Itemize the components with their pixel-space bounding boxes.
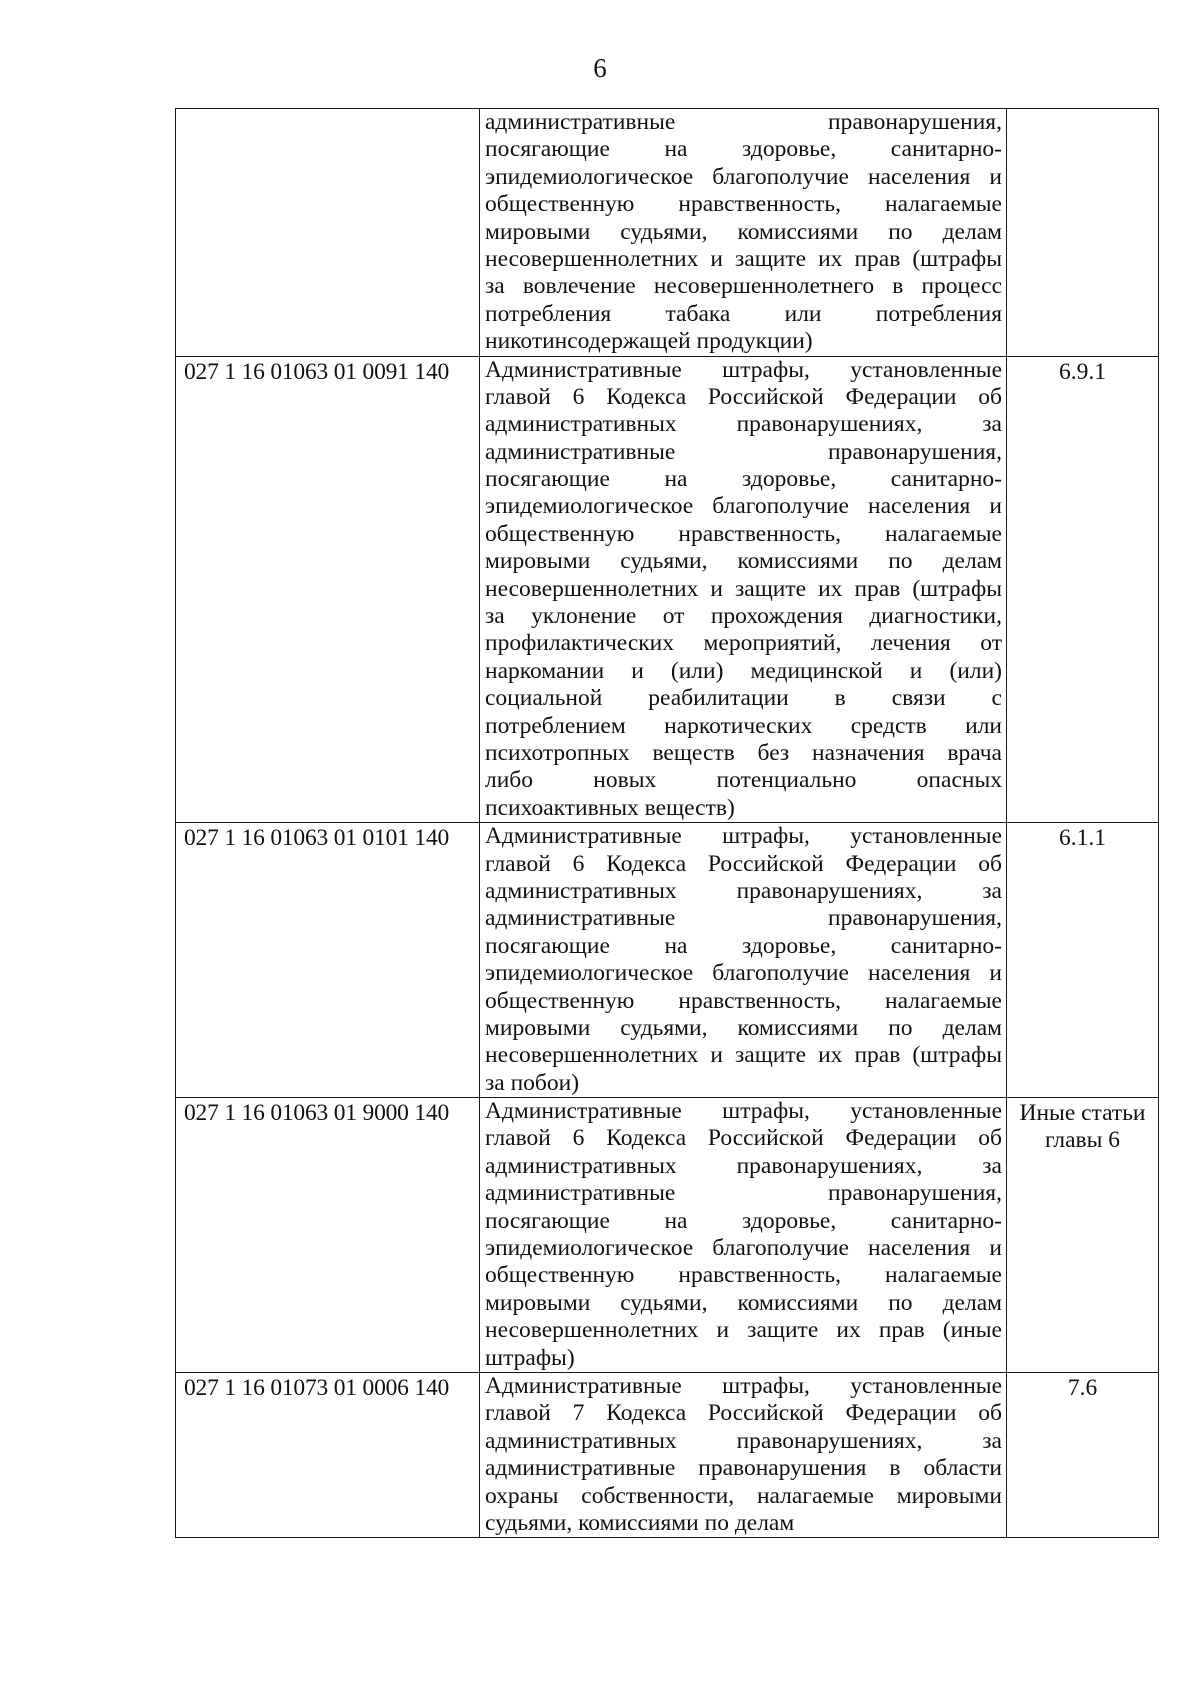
description-line: Административные штрафы, установленные bbox=[485, 823, 1002, 850]
budget-codes-table bbox=[175, 108, 1159, 1538]
description-line: общественную нравственность, налагаемые bbox=[485, 987, 1002, 1014]
article-line: главы 6 bbox=[1044, 1127, 1121, 1154]
budget-code-cell: 027 1 16 01063 01 0101 140 bbox=[176, 823, 480, 1098]
description-line: несовершеннолетних и защите их прав (штрафы bbox=[485, 575, 1002, 602]
description-line: административных правонарушениях, за bbox=[485, 1427, 1002, 1454]
description-line: судьями, комиссиями по делам bbox=[485, 1509, 795, 1536]
table-row bbox=[176, 356, 1159, 823]
article-cell bbox=[1007, 823, 1159, 1098]
article-cell bbox=[1007, 1372, 1159, 1537]
description-line: административные правонарушения, bbox=[485, 905, 1002, 932]
description-line: эпидемиологическое благополучие населения и bbox=[485, 960, 1002, 987]
description-line: несовершеннолетних и защите их прав (штрафы bbox=[485, 1042, 1002, 1069]
description-line: мировыми судьями, комиссиями по делам bbox=[485, 1014, 1002, 1041]
description-line: эпидемиологическое благополучие населения и bbox=[485, 493, 1002, 520]
description-line: эпидемиологическое благополучие населения и bbox=[485, 1235, 1002, 1262]
description-line: мировыми судьями, комиссиями по делам bbox=[485, 1289, 1002, 1316]
description-line: потреблением наркотических средств или bbox=[485, 712, 1002, 739]
description-line: административные правонарушения, bbox=[485, 1180, 1002, 1207]
description-line: эпидемиологическое благополучие населения и bbox=[485, 163, 1002, 190]
page-number: 6 bbox=[593, 53, 607, 83]
description-line: административные правонарушения, bbox=[485, 438, 1002, 465]
description-line: за побои) bbox=[485, 1069, 580, 1096]
description-line: посягающие на здоровье, санитарно- bbox=[485, 1207, 1002, 1234]
table-row bbox=[176, 109, 1159, 357]
description-line: главой 7 Кодекса Российской Федерации об bbox=[485, 1400, 1002, 1427]
description-line: главой 6 Кодекса Российской Федерации об bbox=[485, 850, 1002, 877]
description-line: Административные штрафы, установленные bbox=[485, 1098, 1002, 1125]
description-line: либо новых потенциально опасных bbox=[485, 767, 1002, 794]
description-line: за уклонение от прохождения диагностики, bbox=[485, 603, 1002, 630]
description-line: психоактивных веществ) bbox=[485, 794, 735, 821]
description-line: административные правонарушения, bbox=[485, 109, 1002, 135]
table-row bbox=[176, 1372, 1159, 1537]
budget-code-cell: 027 1 16 01073 01 0006 140 bbox=[176, 1372, 480, 1537]
description-cell bbox=[480, 356, 1007, 823]
description-line: посягающие на здоровье, санитарно- bbox=[485, 932, 1002, 959]
description-cell bbox=[480, 109, 1007, 357]
article-line: Иные статьи bbox=[1019, 1100, 1146, 1127]
description-line: главой 6 Кодекса Российской Федерации об bbox=[485, 383, 1002, 410]
description-line: охраны собственности, налагаемые мировыми bbox=[485, 1482, 1002, 1509]
description-line: посягающие на здоровье, санитарно- bbox=[485, 136, 1002, 163]
description-line: несовершеннолетних и защите их прав (штрафы bbox=[485, 245, 1002, 272]
description-cell bbox=[480, 1098, 1007, 1373]
article-cell bbox=[1007, 109, 1159, 357]
table-row bbox=[176, 1098, 1159, 1373]
description-line: потребления табака или потребления bbox=[485, 300, 1002, 327]
article-line: 6.9.1 bbox=[1059, 358, 1106, 385]
description-line: социальной реабилитации в связи с bbox=[485, 685, 1002, 712]
budget-code-cell bbox=[176, 109, 480, 357]
article-cell bbox=[1007, 1098, 1159, 1373]
description-line: административных правонарушениях, за bbox=[485, 877, 1002, 904]
description-line: профилактических мероприятий, лечения от bbox=[485, 630, 1002, 657]
article-cell bbox=[1007, 356, 1159, 823]
description-line: психотропных веществ без назначения врача bbox=[485, 739, 1002, 766]
description-line: Административные штрафы, установленные bbox=[485, 1372, 1002, 1399]
description-line: административных правонарушениях, за bbox=[485, 1152, 1002, 1179]
description-line: за вовлечение несовершеннолетнего в процесс bbox=[485, 273, 1002, 300]
description-line: общественную нравственность, налагаемые bbox=[485, 520, 1002, 547]
table-body bbox=[176, 109, 1159, 1538]
article-line: 6.1.1 bbox=[1059, 825, 1106, 852]
description-line: главой 6 Кодекса Российской Федерации об bbox=[485, 1125, 1002, 1152]
description-line: мировыми судьями, комиссиями по делам bbox=[485, 548, 1002, 575]
description-line: Административные штрафы, установленные bbox=[485, 356, 1002, 383]
article-line: 7.6 bbox=[1067, 1374, 1098, 1401]
budget-code-cell: 027 1 16 01063 01 9000 140 bbox=[176, 1098, 480, 1373]
description-line: штрафы) bbox=[485, 1344, 575, 1371]
description-line: посягающие на здоровье, санитарно- bbox=[485, 466, 1002, 493]
description-line: общественную нравственность, налагаемые bbox=[485, 1262, 1002, 1289]
description-cell bbox=[480, 1372, 1007, 1537]
description-cell bbox=[480, 823, 1007, 1098]
description-line: общественную нравственность, налагаемые bbox=[485, 191, 1002, 218]
budget-code-cell: 027 1 16 01063 01 0091 140 bbox=[176, 356, 480, 823]
table-row bbox=[176, 823, 1159, 1098]
description-line: никотинсодержащей продукции) bbox=[485, 328, 813, 355]
description-line: несовершеннолетних и защите их прав (иные bbox=[485, 1317, 1002, 1344]
description-line: административных правонарушениях, за bbox=[485, 411, 1002, 438]
description-line: мировыми судьями, комиссиями по делам bbox=[485, 218, 1002, 245]
description-line: административные правонарушения в области bbox=[485, 1455, 1002, 1482]
description-line: наркомании и (или) медицинской и (или) bbox=[485, 657, 1002, 684]
